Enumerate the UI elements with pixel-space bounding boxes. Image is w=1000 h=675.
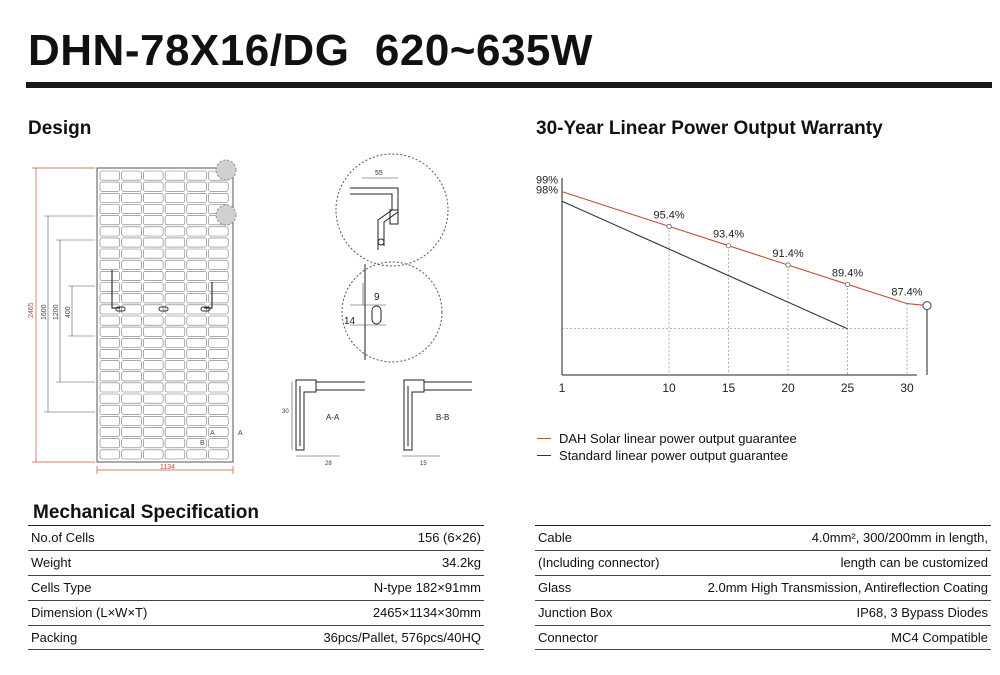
- panel-cell: [187, 305, 207, 314]
- panel-cell: [165, 294, 185, 303]
- panel-cell: [209, 249, 229, 258]
- legend-label-standard: Standard linear power output guarantee: [559, 448, 789, 463]
- panel-cell: [187, 338, 207, 347]
- panel-cell: [122, 316, 142, 325]
- panel-cell: [122, 427, 142, 436]
- panel-cell: [209, 450, 229, 459]
- panel-front-view: [97, 160, 243, 462]
- panel-cell: [143, 216, 163, 225]
- dim-frame-9: 9: [374, 292, 380, 303]
- dim-frame-top: 55: [375, 170, 383, 177]
- panel-cell: [100, 316, 120, 325]
- panel-cell: [122, 416, 142, 425]
- end-marker: [923, 302, 931, 310]
- panel-cell: [165, 450, 185, 459]
- panel-cell: [209, 439, 229, 448]
- data-label: 89.4%: [831, 267, 864, 280]
- panel-cell: [143, 439, 163, 448]
- panel-cell: [209, 383, 229, 392]
- panel-cell: [143, 450, 163, 459]
- panel-cell: [187, 171, 207, 180]
- panel-cell: [100, 294, 120, 303]
- panel-cell: [165, 338, 185, 347]
- panel-cell: [187, 316, 207, 325]
- panel-cell: [143, 205, 163, 214]
- panel-cell: [122, 193, 142, 202]
- panel-cell: [143, 193, 163, 202]
- panel-cell: [187, 372, 207, 381]
- spec-label: No.of Cells: [28, 526, 223, 551]
- panel-cell: [143, 349, 163, 358]
- panel-cell: [187, 271, 207, 280]
- spec-label: Cable: [535, 526, 675, 551]
- panel-cell: [100, 193, 120, 202]
- panel-cell: [165, 349, 185, 358]
- panel-cell: [122, 349, 142, 358]
- panel-cell: [100, 182, 120, 191]
- panel-cell: [209, 182, 229, 191]
- panel-cell: [165, 260, 185, 269]
- panel-cell: [187, 182, 207, 191]
- panel-cell: [209, 405, 229, 414]
- panel-cell: [209, 327, 229, 336]
- panel-cell: [187, 294, 207, 303]
- panel-cell: [165, 216, 185, 225]
- panel-cell: [165, 361, 185, 370]
- panel-cell: [143, 394, 163, 403]
- data-label: 99%: [535, 174, 558, 187]
- panel-cell: [122, 216, 142, 225]
- panel-cell: [122, 394, 142, 403]
- panel-cell: [143, 283, 163, 292]
- panel-cell: [209, 193, 229, 202]
- spec-value: 2.0mm High Transmission, Antireflection Coating: [675, 575, 991, 600]
- panel-cell: [209, 394, 229, 403]
- panel-cell: [165, 238, 185, 247]
- panel-cell: [122, 361, 142, 370]
- legend-swatch-dah: [537, 438, 551, 439]
- x-tick-label: 10: [662, 381, 676, 395]
- page-title: DHN-78X16/DG 620~635W: [28, 26, 593, 75]
- dim-height: 2465: [28, 302, 35, 318]
- panel-cell: [209, 271, 229, 280]
- panel-cell: [122, 238, 142, 247]
- panel-cell: [187, 227, 207, 236]
- spec-value: 2465×1134×30mm: [223, 600, 484, 625]
- data-label: 87.4%: [891, 286, 923, 299]
- panel-cell: [143, 249, 163, 258]
- panel-cell: [143, 338, 163, 347]
- x-tick-label: 30: [900, 381, 914, 395]
- dim-aa-height: 30: [282, 409, 289, 415]
- panel-cell: [187, 327, 207, 336]
- panel-cell: [187, 361, 207, 370]
- panel-cell: [143, 238, 163, 247]
- spec-label: Junction Box: [535, 600, 675, 625]
- panel-cell: [122, 327, 142, 336]
- panel-cell: [100, 305, 120, 314]
- data-label: 91.4%: [772, 247, 804, 260]
- spec-value: N-type 182×91mm: [223, 575, 484, 600]
- legend-item-standard: [537, 448, 788, 463]
- panel-cell: [209, 227, 229, 236]
- panel-cell: [143, 405, 163, 414]
- panel-cell: [187, 205, 207, 214]
- panel-cell: [100, 171, 120, 180]
- spec-value: 156 (6×26): [223, 526, 484, 551]
- legend-item-dah: [537, 431, 797, 446]
- panel-cell: [143, 260, 163, 269]
- panel-cell: [187, 283, 207, 292]
- panel-cell: [143, 416, 163, 425]
- panel-cell: [165, 171, 185, 180]
- dim-aa-width: 28: [325, 461, 332, 467]
- panel-cell: [122, 205, 142, 214]
- panel-cell: [122, 182, 142, 191]
- table-row: [535, 575, 991, 600]
- panel-cell: [122, 283, 142, 292]
- table-row: [535, 550, 991, 575]
- panel-cell: [187, 405, 207, 414]
- x-tick-label: 15: [721, 381, 736, 395]
- panel-cell: [143, 171, 163, 180]
- spec-label: Packing: [28, 625, 223, 650]
- panel-cell: [165, 249, 185, 258]
- panel-cell: [143, 271, 163, 280]
- table-row: [535, 600, 991, 625]
- panel-cell: [100, 394, 120, 403]
- panel-cell: [100, 216, 120, 225]
- panel-cell: [122, 227, 142, 236]
- panel-cell: [100, 416, 120, 425]
- warranty-chart: [525, 170, 965, 410]
- panel-cell: [165, 327, 185, 336]
- mechanical-heading: Mechanical Specification: [33, 502, 259, 523]
- panel-cell: [143, 327, 163, 336]
- series-line-0: [562, 192, 907, 304]
- label-bb: B-B: [436, 413, 450, 422]
- cell-grid: [100, 171, 228, 459]
- spec-label: Glass: [535, 575, 675, 600]
- panel-cell: [100, 205, 120, 214]
- panel-cell: [100, 427, 120, 436]
- spec-label: Connector: [535, 625, 675, 650]
- warranty-heading: 30-Year Linear Power Output Warranty: [536, 118, 883, 139]
- panel-cell: [187, 450, 207, 459]
- panel-cell: [165, 394, 185, 403]
- panel-cell: [165, 316, 185, 325]
- panel-cell: [100, 372, 120, 381]
- panel-cell: [122, 405, 142, 414]
- dim-1600: 1600: [41, 304, 48, 320]
- x-tick-label: 1: [558, 381, 566, 395]
- panel-cell: [143, 372, 163, 381]
- data-label: 98%: [535, 184, 558, 197]
- chart-ticks: [559, 381, 914, 395]
- spec-value: MC4 Compatible: [675, 625, 991, 650]
- panel-cell: [100, 260, 120, 269]
- spec-value: 34.2kg: [223, 550, 484, 575]
- dim-400: 400: [65, 306, 72, 318]
- panel-cell: [187, 416, 207, 425]
- panel-cell: [143, 227, 163, 236]
- panel-cell: [100, 238, 120, 247]
- panel-cell: [209, 338, 229, 347]
- panel-cell: [165, 205, 185, 214]
- panel-cell: [143, 305, 163, 314]
- panel-cell: [122, 249, 142, 258]
- title-divider: [26, 82, 992, 88]
- panel-cell: [100, 249, 120, 258]
- table-row: [535, 625, 991, 650]
- data-point: [845, 282, 849, 286]
- dim-1200: 1200: [53, 304, 60, 320]
- panel-cell: [165, 416, 185, 425]
- x-tick-label: 20: [781, 381, 795, 395]
- panel-cell: [122, 260, 142, 269]
- panel-cell: [209, 238, 229, 247]
- panel-cell: [100, 338, 120, 347]
- panel-cell: [100, 227, 120, 236]
- panel-cell: [122, 450, 142, 459]
- data-point: [667, 224, 671, 228]
- panel-cell: [209, 361, 229, 370]
- panel-cell: [187, 193, 207, 202]
- panel-cell: [100, 405, 120, 414]
- table-row: [28, 575, 484, 600]
- mark-a-1: A: [210, 430, 215, 437]
- panel-cell: [165, 227, 185, 236]
- panel-cell: [187, 383, 207, 392]
- spec-table-left: [28, 525, 484, 650]
- panel-cell: [143, 383, 163, 392]
- spec-table-right: [535, 525, 991, 650]
- panel-cell: [187, 349, 207, 358]
- data-point: [726, 243, 730, 247]
- data-point: [786, 263, 790, 267]
- panel-cell: [122, 383, 142, 392]
- panel-cell: [143, 427, 163, 436]
- panel-cell: [143, 316, 163, 325]
- spec-label: Dimension (L×W×T): [28, 600, 223, 625]
- table-row: [535, 526, 991, 551]
- panel-cell: [187, 260, 207, 269]
- data-label: 95.4%: [653, 209, 685, 222]
- panel-cell: [122, 171, 142, 180]
- dim-width: 1134: [160, 464, 176, 471]
- panel-cell: [165, 271, 185, 280]
- chart-grid: [562, 178, 917, 375]
- chart-labels: [536, 175, 923, 299]
- chart-series: [562, 192, 931, 375]
- panel-cell: [165, 427, 185, 436]
- frame-detail-hole: [342, 262, 442, 362]
- panel-cell: [165, 439, 185, 448]
- panel-cell: [122, 294, 142, 303]
- spec-value: length can be customized: [675, 550, 991, 575]
- panel-cell: [209, 416, 229, 425]
- panel-cell: [100, 450, 120, 459]
- panel-cell: [100, 383, 120, 392]
- spec-label: Weight: [28, 550, 223, 575]
- table-row: [28, 625, 484, 650]
- panel-cell: [187, 238, 207, 247]
- panel-cell: [100, 283, 120, 292]
- mark-a-2: A: [238, 430, 243, 437]
- table-row: [28, 600, 484, 625]
- dim-frame-14: 14: [344, 316, 356, 327]
- legend-label-dah: DAH Solar linear power output guarantee: [559, 431, 797, 446]
- data-label: 93.4%: [712, 228, 745, 241]
- panel-cell: [187, 249, 207, 258]
- panel-cell: [209, 349, 229, 358]
- panel-cell: [187, 216, 207, 225]
- panel-cell: [165, 383, 185, 392]
- spec-value: IP68, 3 Bypass Diodes: [675, 600, 991, 625]
- panel-cell: [122, 338, 142, 347]
- legend-swatch-standard: [537, 455, 551, 456]
- x-tick-label: 25: [840, 381, 855, 395]
- panel-cell: [100, 439, 120, 448]
- frame-detail-top: [336, 154, 448, 266]
- series-line-1: [562, 201, 848, 328]
- section-bb: [402, 380, 472, 467]
- panel-cell: [122, 439, 142, 448]
- panel-cell: [100, 271, 120, 280]
- table-row: [28, 550, 484, 575]
- panel-cell: [187, 427, 207, 436]
- panel-cell: [143, 361, 163, 370]
- spec-value: 4.0mm², 300/200mm in length,: [675, 526, 991, 551]
- panel-cell: [165, 372, 185, 381]
- panel-cell: [143, 294, 163, 303]
- spec-value: 36pcs/Pallet, 576pcs/40HQ: [223, 625, 484, 650]
- mark-b: B: [200, 440, 205, 447]
- spec-label: (Including connector): [535, 550, 675, 575]
- panel-cell: [100, 327, 120, 336]
- panel-cell: [122, 372, 142, 381]
- panel-cell: [165, 405, 185, 414]
- panel-cell: [122, 271, 142, 280]
- dim-bb-width: 15: [420, 461, 427, 467]
- spec-label: Cells Type: [28, 575, 223, 600]
- section-aa: [282, 380, 365, 467]
- label-aa: A-A: [326, 413, 340, 422]
- panel-cell: [143, 182, 163, 191]
- panel-cell: [209, 260, 229, 269]
- panel-cell: [209, 316, 229, 325]
- panel-cell: [100, 349, 120, 358]
- panel-cell: [209, 372, 229, 381]
- design-heading: Design: [28, 118, 92, 139]
- panel-cell: [165, 283, 185, 292]
- panel-cell: [165, 193, 185, 202]
- panel-cell: [165, 182, 185, 191]
- panel-cell: [187, 394, 207, 403]
- panel-cell: [100, 361, 120, 370]
- table-row: [28, 526, 484, 551]
- design-drawing: [20, 150, 490, 475]
